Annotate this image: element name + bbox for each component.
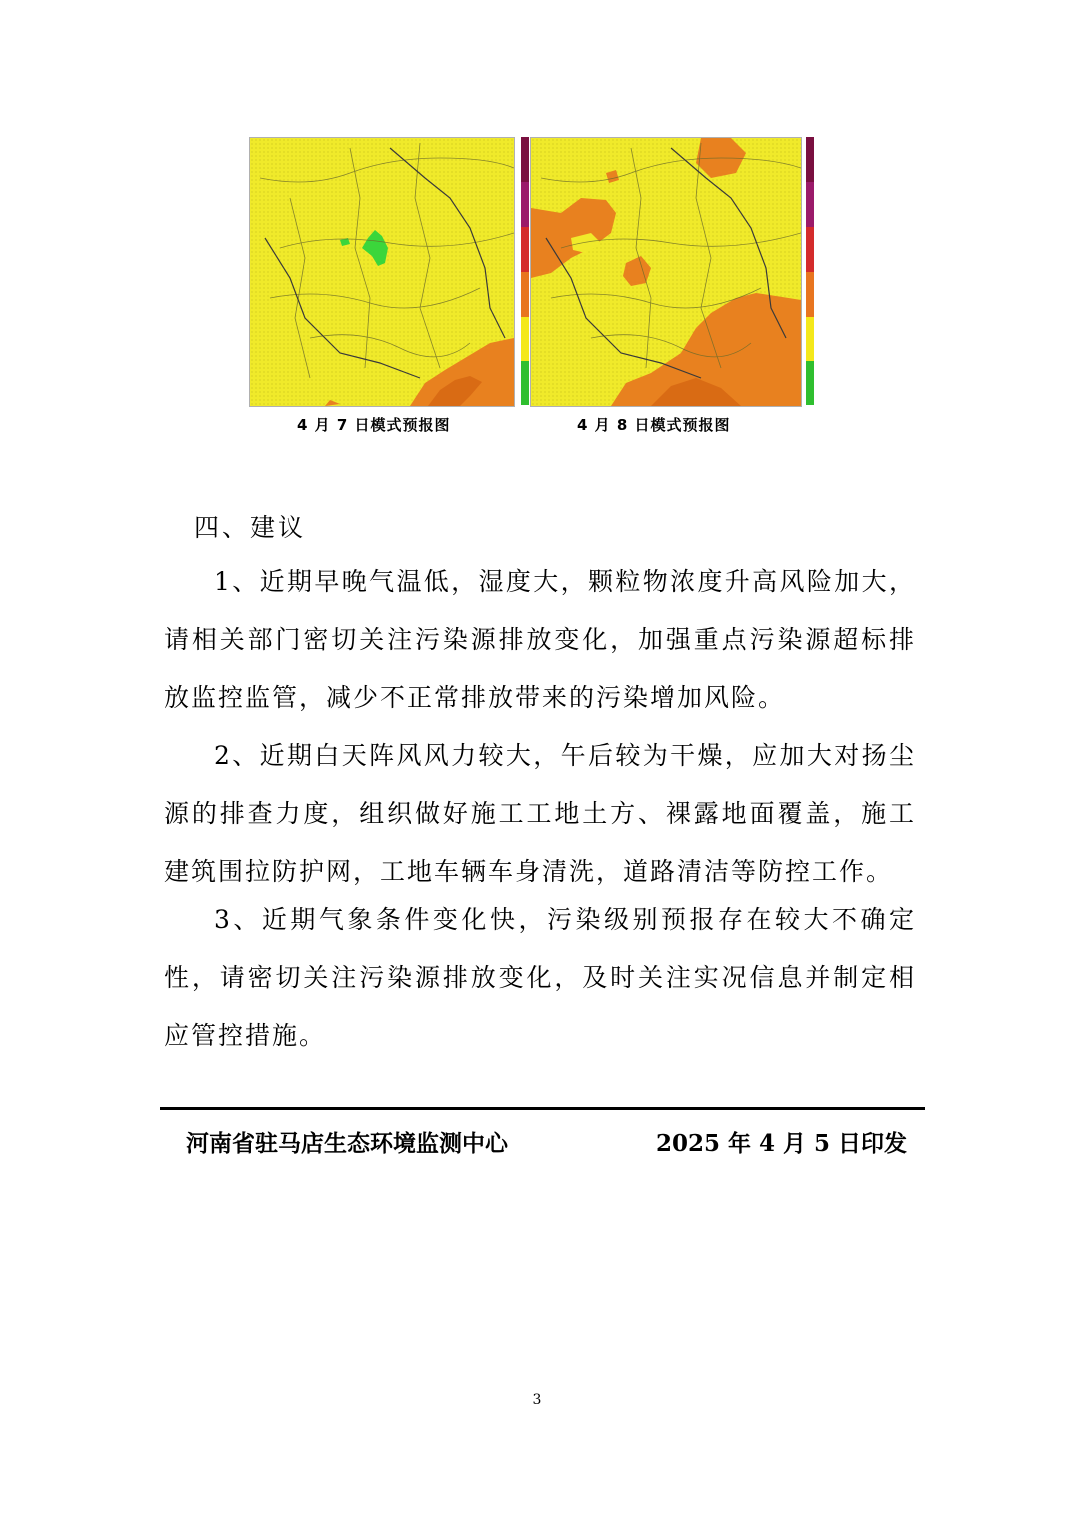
recommendation-paragraph: 2、近期白天阵风风力较大，午后较为干燥，应加大对扬尘源的排查力度，组织做好施工工地土方、裸露地面覆盖，施工建筑围拉防护网，工地车辆车身清洗，道路清洁等防控工作。 bbox=[164, 741, 916, 886]
section-heading: 四、建议 bbox=[194, 513, 307, 542]
page-number: 3 bbox=[532, 1392, 542, 1408]
figure-caption: 4 月 8 日模式预报图 bbox=[577, 416, 731, 434]
forecast-map-apr7 bbox=[249, 137, 515, 407]
figure-caption: 4 月 7 日模式预报图 bbox=[297, 416, 451, 434]
recommendation-paragraph: 1、近期早晚气温低，湿度大，颗粒物浓度升高风险加大，请相关部门密切关注污染源排放变化，加强重点污染源超标排放监控监管，减少不正常排放带来的污染增加风险。 bbox=[164, 567, 916, 712]
issue-date: 2025 年 4 月 5 日印发 bbox=[656, 1130, 908, 1157]
forecast-map-apr8 bbox=[530, 137, 802, 407]
legend-color-scale bbox=[806, 137, 814, 405]
footer-divider bbox=[160, 1107, 925, 1110]
recommendation-paragraph: 3、近期气象条件变化快，污染级别预报存在较大不确定性，请密切关注污染源排放变化，及时关注实况信息并制定相应管控措施。 bbox=[164, 905, 916, 1050]
legend-color-scale bbox=[521, 137, 529, 405]
issuer-name: 河南省驻马店生态环境监测中心 bbox=[186, 1130, 508, 1157]
